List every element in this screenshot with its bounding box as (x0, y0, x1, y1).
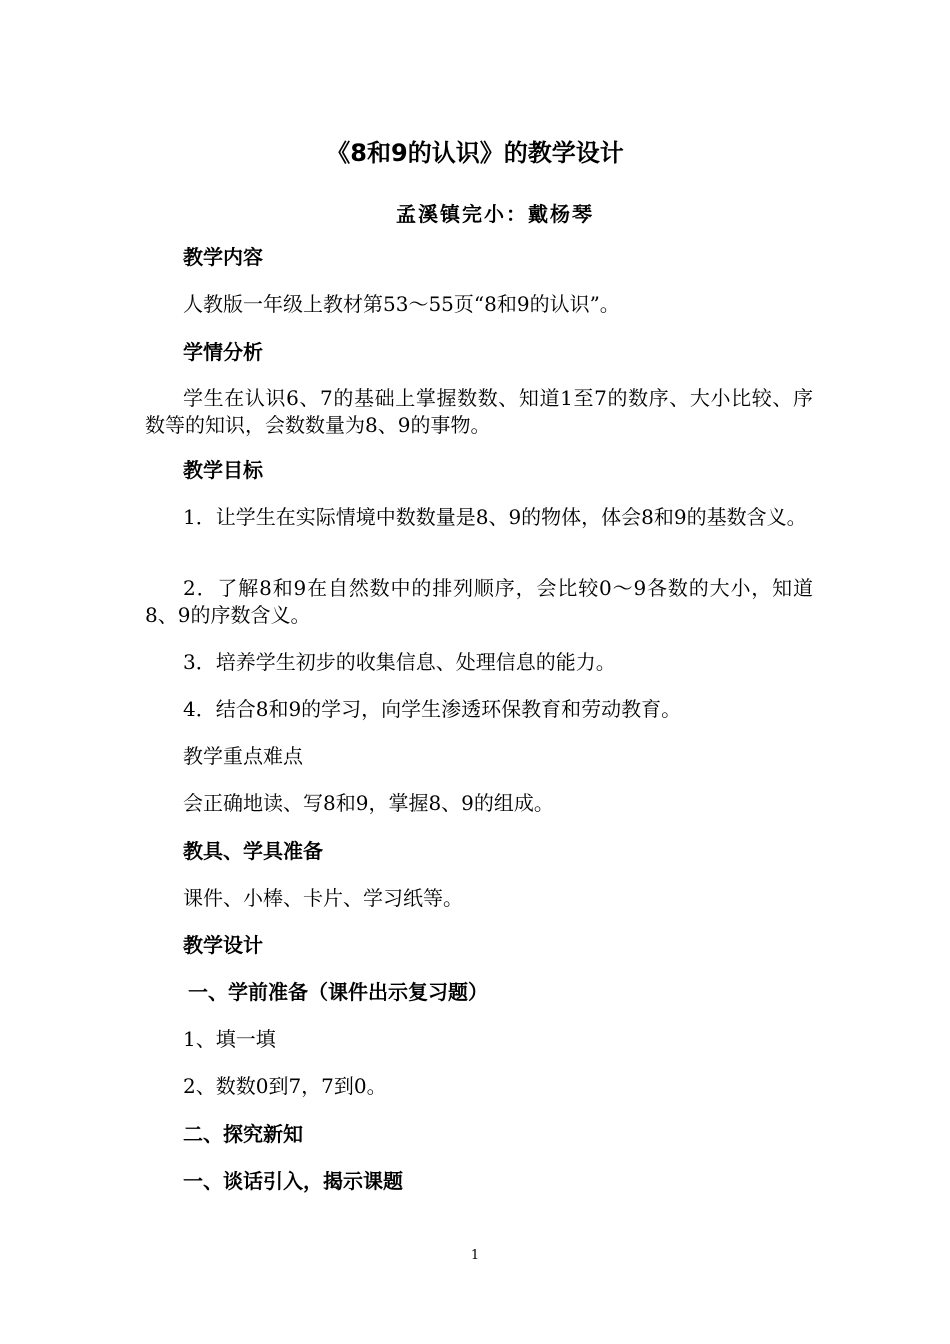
part1-item1: 1、填一填 (183, 1027, 276, 1051)
part1-heading: 一、学前准备（课件出示复习题） (188, 980, 488, 1004)
materials-heading: 教具、学具准备 (183, 839, 323, 863)
goal-3: 3．培养学生初步的收集信息、处理信息的能力。 (183, 650, 616, 674)
goal-2: 2．了解8和9在自然数中的排列顺序，会比较0～9各数的大小，知道8、9的序数含义。 (145, 576, 813, 627)
key-points-heading: 教学重点难点 (183, 744, 303, 768)
goal-1: 1．让学生在实际情境中数数量是8、9的物体，体会8和9的基数含义。 (183, 505, 807, 529)
document-author: 孟溪镇完小：戴杨琴 (396, 202, 594, 226)
analysis-heading: 学情分析 (183, 340, 263, 364)
analysis-text: 学生在认识6、7的基础上掌握数数、知道1至7的数序、大小比较、序数等的知识，会数数量为8、9的事物。 (145, 386, 813, 437)
part2-sub-heading: 一、谈话引入，揭示课题 (183, 1169, 403, 1193)
document-title: 《8和9的认识》的教学设计 (326, 139, 624, 167)
content-heading: 教学内容 (183, 245, 263, 269)
part1-item2: 2、数数0到7，7到0。 (183, 1074, 387, 1098)
goal-4: 4．结合8和9的学习，向学生渗透环保教育和劳动教育。 (183, 697, 682, 721)
materials-text: 课件、小棒、卡片、学习纸等。 (183, 886, 463, 910)
design-heading: 教学设计 (183, 933, 263, 957)
part2-heading: 二、探究新知 (183, 1122, 303, 1146)
goals-heading: 教学目标 (183, 458, 263, 482)
key-points-text: 会正确地读、写8和9，掌握8、9的组成。 (183, 791, 554, 815)
content-text: 人教版一年级上教材第53～55页“8和9的认识”。 (183, 292, 620, 316)
page-number: 1 (470, 1248, 480, 1263)
